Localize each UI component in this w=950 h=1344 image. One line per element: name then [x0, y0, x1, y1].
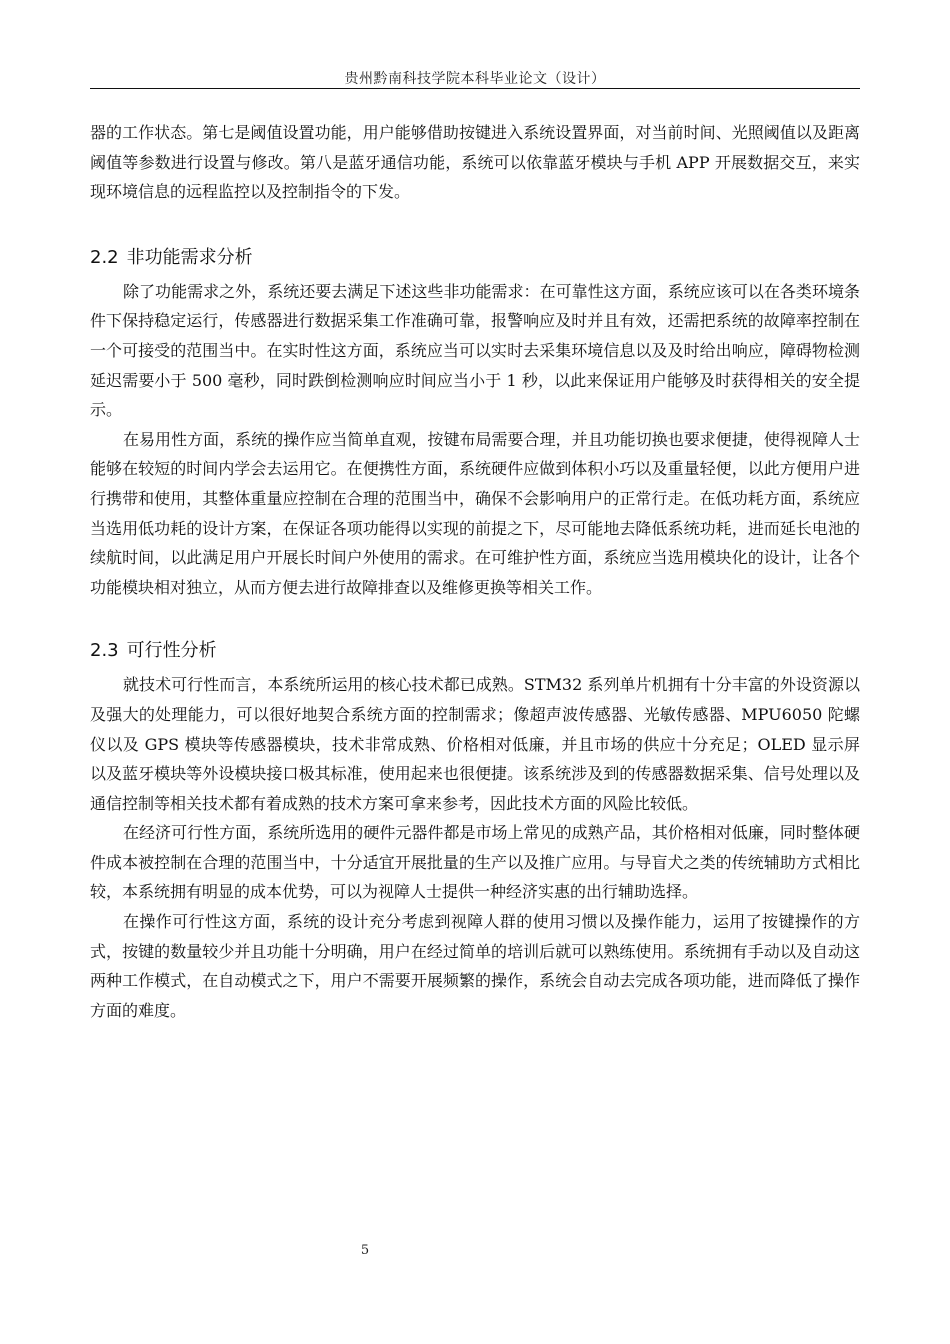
intro-paragraph: 器的工作状态。第七是阈值设置功能，用户能够借助按键进入系统设置界面，对当前时间、光照阈值以及距离阈值等参数进行设置与修改。第八是蓝牙通信功能，系统可以依靠蓝牙模块与手机 APP 开展数据交互，来实现环境信息的远程监控以及控制指令的下发。 [90, 123, 860, 202]
paragraph: 在操作可行性这方面，系统的设计充分考虑到视障人群的使用习惯以及操作能力，运用了按键操作的方式，按键的数量较少并且功能十分明确，用户在经过简单的培训后就可以熟练使用。系统拥有手动以及自动这两种工作模式，在自动模式之下，用户不需要开展频繁的操作，系统会自动去完成各项功能，进而降低了操作方面的难度。 [90, 912, 860, 1020]
paragraph: 除了功能需求之外，系统还要去满足下述这些非功能需求：在可靠性这方面，系统应该可以在各类环境条件下保持稳定运行，传感器进行数据采集工作准确可靠，报警响应及时并且有效，还需把系统的故障率控制在一个可接受的范围当中。在实时性这方面，系统应当可以实时去采集环境信息以及及时给出响应，障碍物检测延迟需要小于 500 毫秒，同时跌倒检测响应时间应当小于 1 秒，以此来保证用户能够及时获得相关的安全提示。 [90, 281, 860, 420]
section-number: 2.3 [90, 640, 119, 662]
section-title: 非功能需求分析 [126, 246, 253, 268]
paragraph: 就技术可行性而言，本系统所运用的核心技术都已成熟。STM32 系列单片机拥有十分丰富的外设资源以及强大的处理能力，可以很好地契合系统方面的控制需求；像超声波传感器、光敏传感器、MPU6050 陀螺仪以及 GPS 模块等传感器模块，技术非常成熟、价格相对低廉，并且市场的供应十分充足；OLED 显示屏以及蓝牙模块等外设模块接口极其标准，使用起来也很便捷。该系统涉及到的传感器数据采集、信号处理以及通信控制等相关技术都有着成熟的技术方案可拿来参考，因此技术方面的风险比较低。 [90, 675, 860, 813]
paragraph: 在经济可行性方面，系统所选用的硬件元器件都是市场上常见的成熟产品，其价格相对低廉，同时整体硬件成本被控制在合理的范围当中，十分适宜开展批量的生产以及推广应用。与导盲犬之类的传统辅助方式相比较，本系统拥有明显的成本优势，可以为视障人士提供一种经济实惠的出行辅助选择。 [90, 823, 860, 902]
page-body [90, 118, 860, 1025]
header-rule [90, 88, 860, 89]
paragraph: 在易用性方面，系统的操作应当简单直观，按键布局需要合理，并且功能切换也要求便捷，使得视障人士能够在较短的时间内学会去运用它。在便携性方面，系统硬件应做到体积小巧以及重量轻便，以此方便用户进行携带和使用，其整体重量应控制在合理的范围当中，确保不会影响用户的正常行走。在低功耗方面，系统应当选用低功耗的设计方案，在保证各项功能得以实现的前提之下，尽可能地去降低系统功耗，进而延长电池的续航时间，以此满足用户开展长时间户外使用的需求。在可维护性方面，系统应当选用模块化的设计，让各个功能模块相对独立，从而方便去进行故障排查以及维修更换等相关工作。 [90, 429, 860, 597]
section-heading-2-2 [90, 245, 860, 271]
section-number: 2.2 [90, 246, 119, 268]
section-heading-2-3 [90, 638, 860, 664]
page-header: 贵州黔南科技学院本科毕业论文（设计） [344, 71, 606, 87]
page-number: 5 [360, 1243, 370, 1258]
section-title: 可行性分析 [126, 640, 217, 662]
